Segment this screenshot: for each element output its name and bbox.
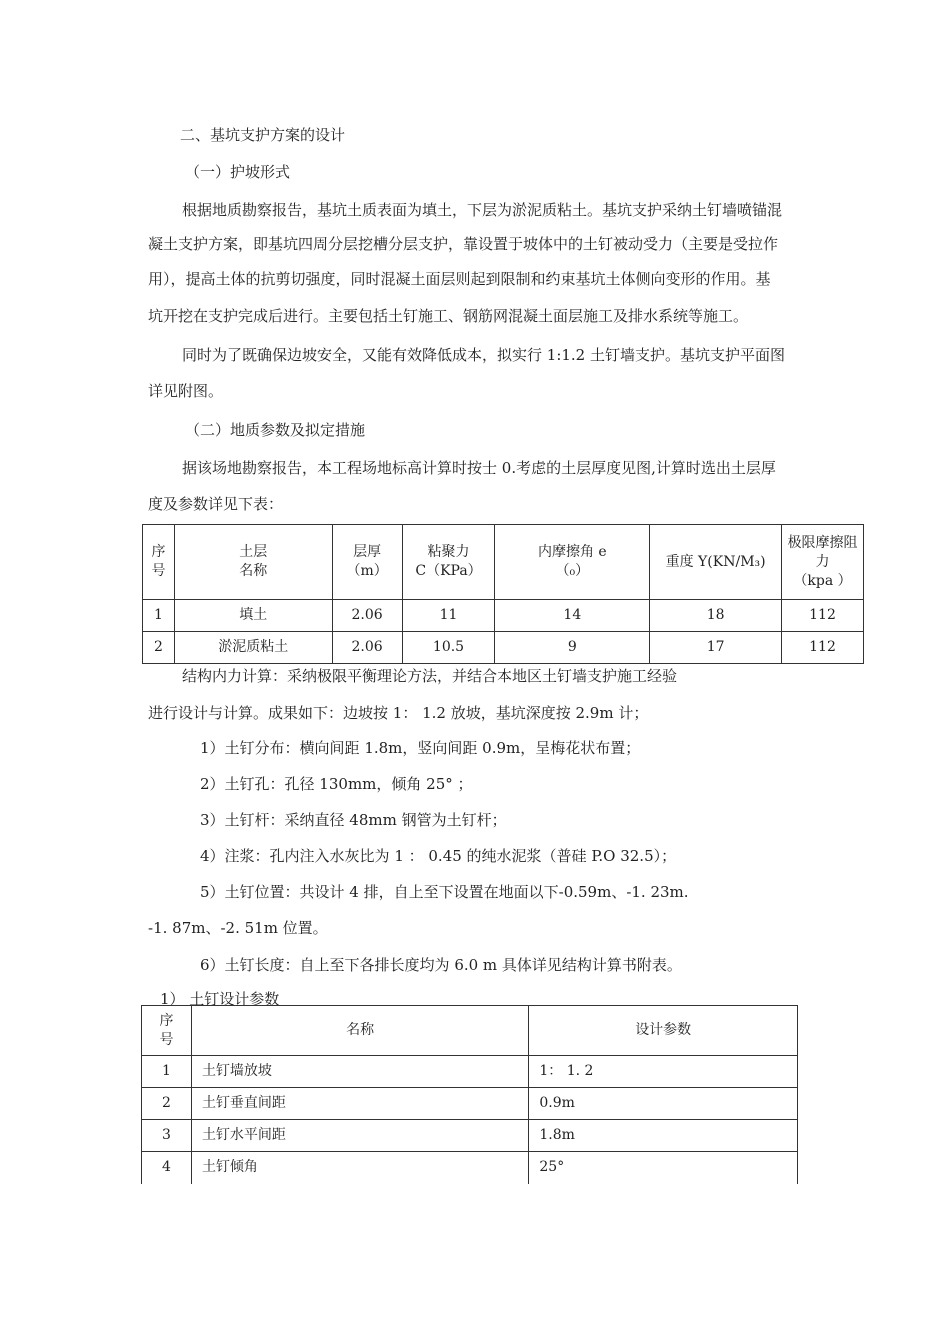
cell-name: 土钉垂直间距 bbox=[191, 1088, 528, 1120]
soil-header-row bbox=[143, 525, 864, 600]
para1-line: 根据地质勘察报告，基坑土质表面为填土，下层为淤泥质粘土。基坑支护采纳土钉墙喷锚混 bbox=[182, 201, 783, 219]
para1-line: 用），提高土体的抗剪切强度，同时混凝土面层则起到限制和约束基坑土体侧向变形的作用。基 bbox=[148, 270, 771, 288]
cell-weight: 17 bbox=[650, 632, 782, 664]
item-line: -1. 87m、-2. 51m 位置。 bbox=[148, 919, 328, 937]
cell-thickness: 2.06 bbox=[332, 632, 402, 664]
cell-limit: 112 bbox=[782, 600, 864, 632]
cell-name: 土钉墙放坡 bbox=[191, 1056, 528, 1088]
cell-no: 1 bbox=[142, 1056, 192, 1088]
header-limit: 极限摩擦阻 力 （kpa ） bbox=[782, 525, 864, 600]
para1-line: 凝土支护方案，即基坑四周分层挖槽分层支护，靠设置于坡体中的土钉被动受力（主要是受拉作 bbox=[148, 235, 779, 253]
para3-line: 据该场地勘察报告，本工程场地标高计算时按士 0.考虑的土层厚度见图,计算时选出土层厚 bbox=[182, 459, 776, 477]
table-row bbox=[142, 1152, 798, 1184]
header-friction: 内摩擦角 e （₀） bbox=[495, 525, 650, 600]
table-row bbox=[142, 1056, 798, 1088]
cell-no: 3 bbox=[142, 1120, 192, 1152]
para2-line: 详见附图。 bbox=[148, 382, 224, 400]
para1-line: 坑开挖在支护完成后进行。主要包括土钉施工、钢筋网混凝土面层施工及排水系统等施工。 bbox=[148, 307, 749, 325]
item-line: 3）土钉杆：采纳直径 48mm 钢管为土钉杆； bbox=[200, 811, 507, 829]
cell-name: 土钉倾角 bbox=[191, 1152, 528, 1184]
header-weight: 重度 Y(KN/M₃) bbox=[650, 525, 782, 600]
nail-header-row bbox=[142, 1006, 798, 1056]
cell-no: 2 bbox=[143, 632, 175, 664]
header-name: 土层 名称 bbox=[174, 525, 332, 600]
header-param: 设计参数 bbox=[529, 1006, 798, 1056]
cell-param: 1： 1. 2 bbox=[529, 1056, 798, 1088]
calc-line: 结构内力计算：采纳极限平衡理论方法，并结合本地区土钉墙支护施工经验 bbox=[182, 667, 678, 685]
cell-friction: 14 bbox=[495, 600, 650, 632]
item-line: 4）注浆：孔内注入水灰比为 1 ： 0.45 的纯水泥浆（普硅 P.O 32.5）； bbox=[200, 847, 677, 865]
cell-limit: 112 bbox=[782, 632, 864, 664]
table-row bbox=[143, 632, 864, 664]
cell-name: 土钉水平间距 bbox=[191, 1120, 528, 1152]
cell-friction: 9 bbox=[495, 632, 650, 664]
cell-name: 淤泥质粘土 bbox=[174, 632, 332, 664]
table-row bbox=[142, 1088, 798, 1120]
cell-param: 25° bbox=[529, 1152, 798, 1184]
table-row bbox=[143, 600, 864, 632]
nail-table-caption: 1） 土钉设计参数 bbox=[160, 990, 280, 1008]
soil-parameter-table bbox=[142, 524, 864, 664]
cell-no: 2 bbox=[142, 1088, 192, 1120]
cell-param: 0.9m bbox=[529, 1088, 798, 1120]
para3-line: 度及参数详见下表： bbox=[148, 495, 284, 513]
section-title: 二、基坑支护方案的设计 bbox=[180, 126, 346, 144]
item-line: 5）土钉位置：共设计 4 排，自上至下设置在地面以下-0.59m、-1. 23m. bbox=[200, 883, 689, 901]
cell-param: 1.8m bbox=[529, 1120, 798, 1152]
para2-line: 同时为了既确保边坡安全，又能有效降低成本，拟实行 1:1.2 土钉墙支护。基坑支护平面图 bbox=[182, 346, 785, 364]
table-row bbox=[142, 1120, 798, 1152]
item-line: 2）土钉孔：孔径 130mm，倾角 25° ； bbox=[200, 775, 473, 793]
nail-parameter-table bbox=[141, 1005, 798, 1184]
item-line: 6）土钉长度：自上至下各排长度均为 6.0 m 具体详见结构计算书附表。 bbox=[200, 956, 682, 974]
item-line: 1）土钉分布：横向间距 1.8m，竖向间距 0.9m，呈梅花状布置； bbox=[200, 739, 641, 757]
cell-cohesion: 11 bbox=[402, 600, 495, 632]
header-name: 名称 bbox=[191, 1006, 528, 1056]
cell-no: 4 bbox=[142, 1152, 192, 1184]
header-no: 序 号 bbox=[142, 1006, 192, 1056]
cell-weight: 18 bbox=[650, 600, 782, 632]
sub2-title: （二）地质参数及拟定措施 bbox=[185, 421, 366, 439]
header-no: 序 号 bbox=[143, 525, 175, 600]
sub1-title: （一）护坡形式 bbox=[185, 163, 291, 181]
cell-thickness: 2.06 bbox=[332, 600, 402, 632]
cell-no: 1 bbox=[143, 600, 175, 632]
header-cohesion: 粘聚力 C（KPa） bbox=[402, 525, 495, 600]
cell-cohesion: 10.5 bbox=[402, 632, 495, 664]
cell-name: 填土 bbox=[174, 600, 332, 632]
header-thickness: 层厚 （m） bbox=[332, 525, 402, 600]
calc-line: 进行设计与计算。成果如下：边坡按 1： 1.2 放坡，基坑深度按 2.9m 计； bbox=[148, 704, 649, 722]
